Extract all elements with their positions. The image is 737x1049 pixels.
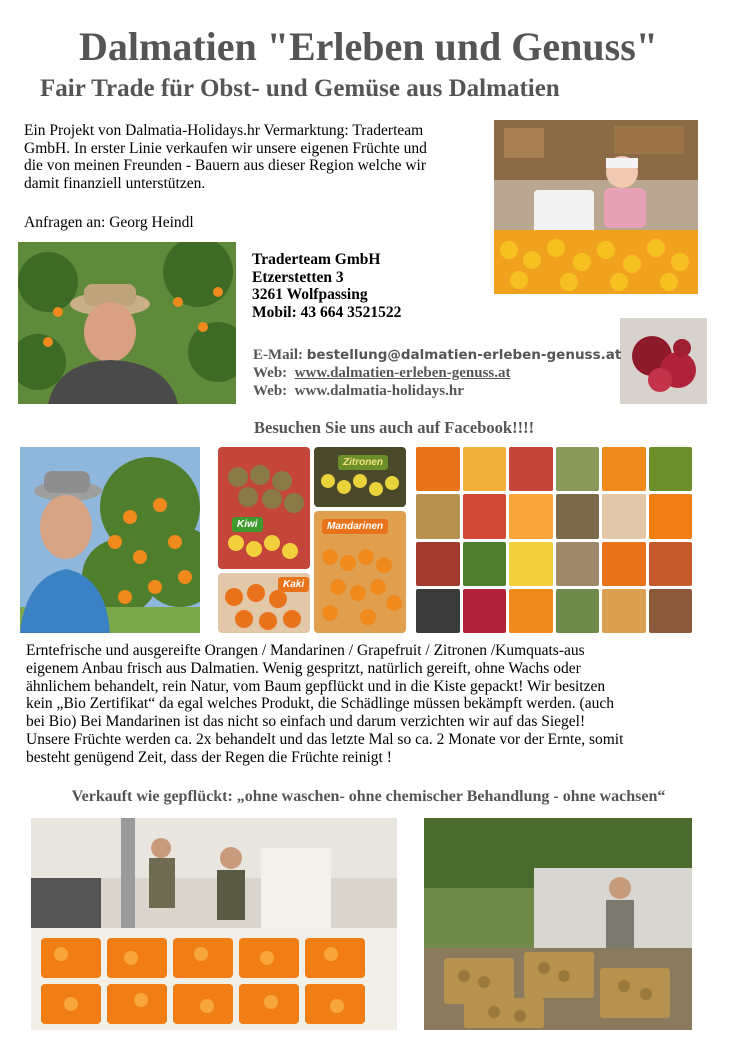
kiwi-crates-garden-photo (424, 818, 692, 1030)
description-line: Erntefrische und ausgereifte Orangen / Mandarinen / Grapefruit / Zitronen /Kumquats-aus (26, 642, 585, 659)
mobile-number: Mobil: 43 664 3521522 (252, 303, 402, 321)
intro-line: GmbH. In erster Linie verkaufen wir unsere eigenen Früchte und (24, 139, 427, 157)
description-line: besteht genügend Zeit, dass der Regen die Früchte reinigt ! (26, 748, 392, 766)
description-line: bei Bio) Bei Mandarinen ist das nicht so einfach und darum verzichten wir auf das Siegel! (26, 713, 586, 731)
street-address: Etzerstetten 3 (252, 268, 344, 286)
sold-as-picked-note: Verkauft wie gepflückt: „ohne waschen- ohne chemischer Behandlung - ohne wachsen“ (71, 788, 666, 805)
web-row-2 (253, 382, 621, 400)
warehouse-crates-photo (31, 818, 397, 1030)
produce-grid-tile (556, 494, 600, 538)
produce-grid-tile (416, 542, 460, 586)
description-line: eigenem Anbau frisch aus Dalmatien. Wenig gespritzt, natürlich gereift, ohne Wachs oder (26, 659, 581, 677)
facebook-callout: Besuchen Sie uns auch auf Facebook!!!! (254, 418, 535, 437)
produce-grid-tile (556, 542, 600, 586)
produce-grid-tile (649, 542, 693, 586)
produce-grid-tile (602, 589, 646, 633)
product-description (26, 642, 716, 767)
inquiry-text: Anfragen an: Georg Heindl (24, 214, 194, 231)
produce-grid-tile (602, 447, 646, 491)
description-line: Unsere Früchte werden ca. 2x behandelt und das letzte Mal so ca. 2 Monate vor der Ernte, somit (26, 730, 624, 748)
fruit-crate-collage (218, 447, 406, 633)
pomegranate-photo (620, 318, 707, 404)
web-label: Web: (253, 365, 288, 381)
intro-line: Ein Projekt von Dalmatia-Holidays.hr Vermarktung: Traderteam (24, 122, 424, 139)
produce-grid-tile (509, 494, 553, 538)
produce-grid-tile (509, 589, 553, 633)
intro-paragraph (24, 122, 492, 192)
email-row (253, 346, 621, 364)
produce-grid-tile (416, 447, 460, 491)
zitronen-label: Zitronen (338, 455, 388, 470)
produce-grid-tile (416, 494, 460, 538)
farmer-portrait-photo (18, 242, 236, 404)
address-block (252, 251, 401, 321)
kiwi-label: Kiwi (232, 517, 263, 532)
kaki-label: Kaki (278, 577, 309, 592)
mandarinen-label: Mandarinen (322, 519, 388, 534)
produce-grid-tile (463, 542, 507, 586)
company-name: Traderteam GmbH (252, 251, 381, 268)
produce-grid-tile (649, 447, 693, 491)
city-address: 3261 Wolfpassing (252, 286, 368, 303)
produce-grid-tile (463, 494, 507, 538)
intro-line: damit finanziell unterstützen. (24, 174, 206, 192)
produce-grid-tile (416, 589, 460, 633)
web-label: Web: (253, 383, 288, 399)
email-label: E-Mail: (253, 347, 303, 363)
page-subtitle: Fair Trade für Obst- und Gemüse aus Dalmatien (40, 75, 560, 102)
produce-grid-tile (509, 447, 553, 491)
produce-grid-tile (649, 589, 693, 633)
page-title: Dalmatien "Erleben und Genuss" (79, 24, 658, 69)
produce-grid-tile (556, 589, 600, 633)
orange-tree-selfie-photo (20, 447, 200, 633)
website-link-2[interactable]: www.dalmatia-holidays.hr (294, 383, 464, 399)
web-row-1 (253, 364, 621, 382)
produce-grid-tile (649, 494, 693, 538)
produce-grid-tile (463, 447, 507, 491)
description-line: ähnlichem behandelt, rein Natur, vom Baum gepflückt und in die Kiste gepackt! Wir besitzen (26, 677, 606, 695)
produce-grid-tile (556, 447, 600, 491)
produce-grid-tile (463, 589, 507, 633)
description-line: kein „Bio Zertifikat“ da egal welches Produkt, die Schädlinge müssen bekämpft werden. (auch (26, 695, 614, 713)
contact-block (253, 346, 621, 400)
produce-grid-tile (509, 542, 553, 586)
girl-with-tangerines-photo (494, 120, 698, 294)
produce-grid-tile (602, 542, 646, 586)
email-link[interactable]: bestellung@dalmatien-erleben-genuss.at (306, 347, 622, 363)
website-link-1[interactable]: www.dalmatien-erleben-genuss.at (294, 365, 511, 381)
produce-grid-collage (416, 447, 692, 633)
intro-line: die von meinen Freunden - Bauern aus dieser Region welche wir (24, 157, 427, 174)
produce-grid-tile (602, 494, 646, 538)
